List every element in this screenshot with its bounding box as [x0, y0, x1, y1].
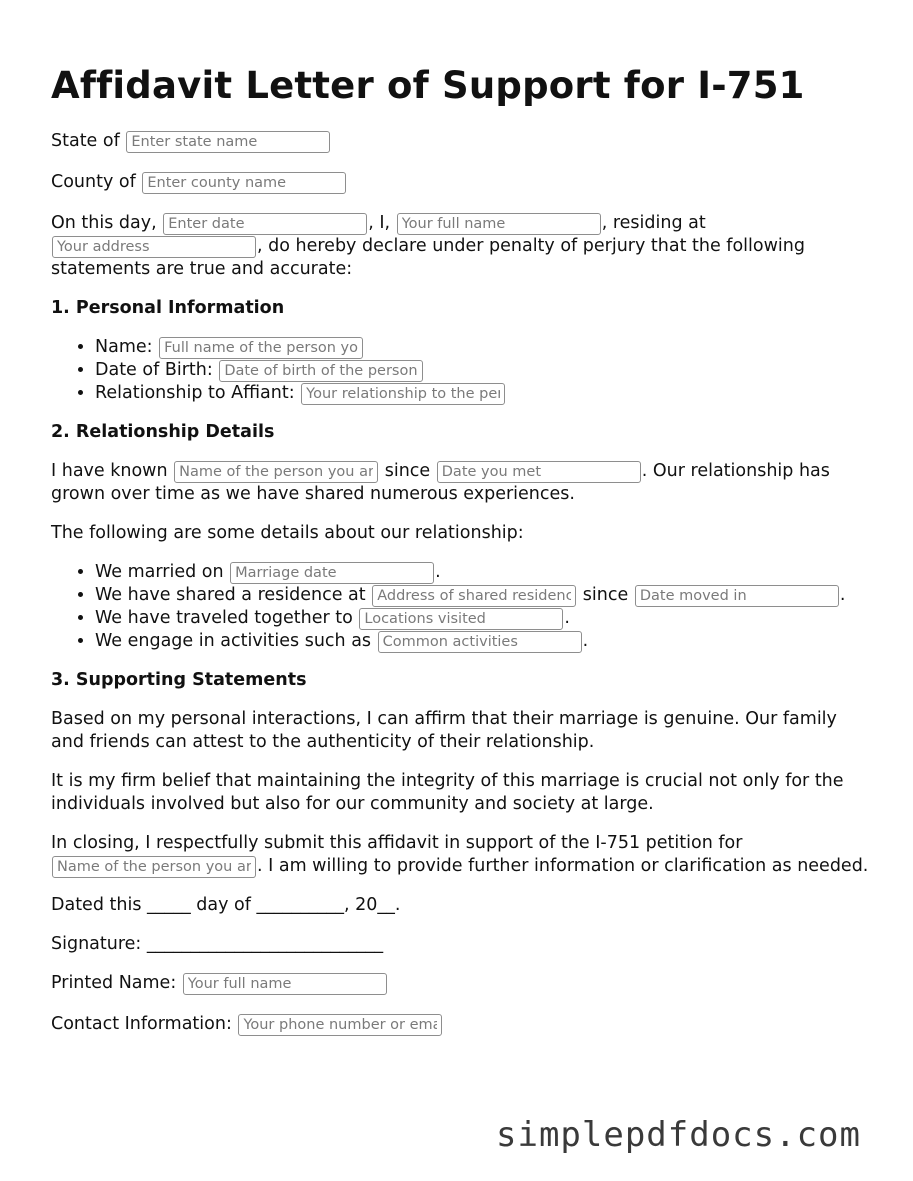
intro-paragraph [51, 212, 871, 281]
brand-watermark: simplepdfdocs.com [496, 1115, 861, 1155]
petition-person-input[interactable] [52, 856, 256, 878]
known-text-1: I have known [51, 461, 168, 481]
residence-label: We have shared a residence at [95, 585, 366, 605]
closing-paragraph [51, 832, 871, 878]
known-paragraph [51, 460, 871, 506]
intro-text-1: On this day, [51, 213, 157, 233]
county-label: County of [51, 172, 136, 192]
list-item [95, 336, 871, 359]
contact-label: Contact Information: [51, 1014, 232, 1034]
closing-text-1: In closing, I respectfully submit this affidavit in support of the I-751 petition for [51, 833, 743, 853]
intro-text-4: , do hereby declare under penalty of perjury that the following statements are true and accurate: [51, 236, 805, 279]
known-text-2: since [384, 461, 431, 481]
printed-name-label: Printed Name: [51, 973, 177, 993]
date-input[interactable] [163, 213, 367, 235]
list-item [95, 584, 871, 607]
shared-residence-input[interactable] [372, 585, 576, 607]
list-item [95, 382, 871, 405]
details-intro: The following are some details about our relationship: [51, 523, 524, 543]
punct: . [564, 608, 570, 628]
travel-label: We have traveled together to [95, 608, 353, 628]
list-item [95, 607, 871, 630]
section-2-heading: 2. Relationship Details [51, 422, 275, 442]
section-3-heading: 3. Supporting Statements [51, 670, 307, 690]
personal-info-list [51, 336, 871, 405]
contact-line [51, 1013, 871, 1036]
punct: . [582, 631, 589, 651]
contact-input[interactable] [238, 1014, 442, 1036]
address-input[interactable] [52, 236, 256, 258]
affidavit-document [51, 60, 871, 1036]
supporting-paragraph-1: Based on my personal interactions, I can affirm that their marriage is genuine. Our family and friends can attest to the authenticity of their relationship. [51, 709, 837, 752]
marriage-date-input[interactable] [230, 562, 434, 584]
state-input[interactable] [126, 131, 330, 153]
printed-name-line [51, 972, 871, 995]
activities-label: We engage in activities such as [95, 631, 372, 651]
person-name-label: Name: [95, 337, 153, 357]
intro-text-3: , residing at [601, 213, 706, 233]
printed-name-input[interactable] [183, 973, 387, 995]
full-name-input[interactable] [397, 213, 601, 235]
closing-text-2: . I am willing to provide further information or clarification as needed. [257, 856, 869, 876]
state-label: State of [51, 131, 120, 151]
relationship-input[interactable] [301, 383, 505, 405]
date-moved-input[interactable] [635, 585, 839, 607]
person-name-input[interactable] [159, 337, 363, 359]
known-person-input[interactable] [174, 461, 378, 483]
locations-input[interactable] [359, 608, 563, 630]
relationship-label: Relationship to Affiant: [95, 383, 295, 403]
section-1-heading: 1. Personal Information [51, 298, 285, 318]
dated-line: Dated this _____ day of __________, 20__. [51, 895, 401, 915]
dob-label: Date of Birth: [95, 360, 213, 380]
list-item [95, 561, 871, 584]
list-item [95, 630, 871, 653]
date-met-input[interactable] [437, 461, 641, 483]
page-title: Affidavit Letter of Support for I-751 [51, 64, 805, 107]
known-text-3: . Our relationship has grown over time as we have shared numerous experiences. [51, 461, 830, 504]
residence-since: since [582, 585, 629, 605]
dob-input[interactable] [219, 360, 423, 382]
supporting-paragraph-2: It is my firm belief that maintaining the integrity of this marriage is crucial not only for the individuals involved but also for our community and society at large. [51, 771, 844, 814]
punct: . [435, 562, 441, 582]
county-input[interactable] [142, 172, 346, 194]
activities-input[interactable] [378, 631, 582, 653]
punct: . [839, 585, 846, 605]
married-label: We married on [95, 562, 224, 582]
county-line [51, 171, 871, 194]
relationship-details-list [51, 561, 871, 653]
list-item [95, 359, 871, 382]
state-line [51, 130, 871, 153]
signature-line: Signature: ___________________________ [51, 934, 384, 954]
intro-text-2: , I, [368, 213, 391, 233]
